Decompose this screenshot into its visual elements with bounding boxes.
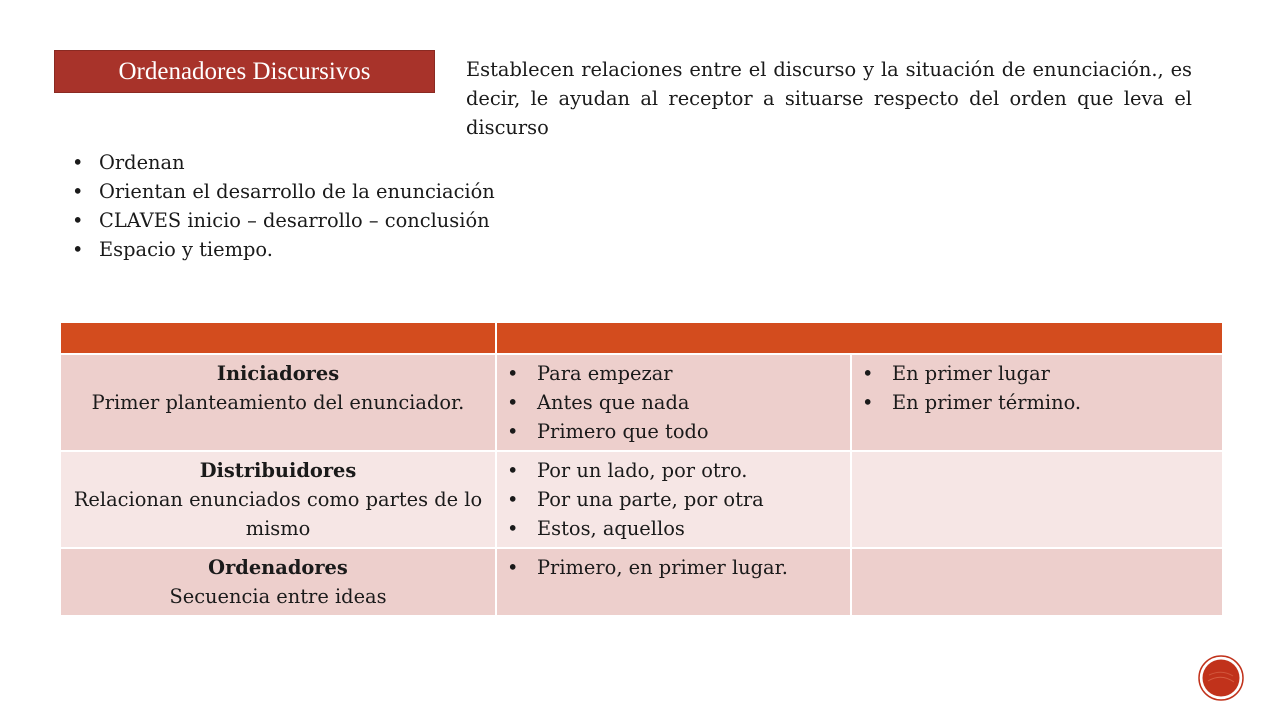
bullet-item: • CLAVES inicio – desarrollo – conclusión [72,206,495,235]
table-row [60,548,1223,616]
table-header-cell [496,322,1223,354]
example-item: • Para empezar [507,359,840,388]
example-item: • En primer término. [862,388,1212,417]
bullet-item: • Orientan el desarrollo de la enunciación [72,177,495,206]
category-name: Distribuidores [199,459,357,482]
bullet-item: • Ordenan [72,148,495,177]
examples-cell [496,548,851,616]
category-cell [60,354,496,451]
bullet-item: • Espacio y tiempo. [72,235,495,264]
table-header-row [60,322,1223,354]
examples-cell [851,354,1223,451]
circle-logo-icon [1198,655,1244,701]
example-item: • Primero que todo [507,417,840,446]
intro-paragraph: Establecen relaciones entre el discurso y la situación de enunciación., es decir, le ayudan al receptor a situarse respecto del orden que leva el discurso [466,58,1192,139]
example-item: • En primer lugar [862,359,1212,388]
slide-title: Ordenadores Discursivos [54,50,435,93]
example-item: • Por una parte, por otra [507,485,840,514]
category-description: Primer planteamiento del enunciador. [91,391,465,414]
examples-cell [496,451,851,548]
table-row [60,451,1223,548]
category-cell [60,451,496,548]
feature-bullet-list [72,148,495,264]
category-name: Iniciadores [216,362,340,385]
example-item: • Estos, aquellos [507,514,840,543]
example-item: • Primero, en primer lugar. [507,553,840,582]
category-description: Relacionan enunciados como partes de lo mismo [73,488,483,540]
example-item: • Por un lado, por otro. [507,456,840,485]
category-cell [60,548,496,616]
example-item: • Antes que nada [507,388,840,417]
examples-cell [496,354,851,451]
category-description: Secuencia entre ideas [169,585,387,608]
examples-cell [851,548,1223,616]
category-name: Ordenadores [208,556,348,579]
table-header-cell [60,322,496,354]
connectors-table [59,321,1224,617]
examples-cell [851,451,1223,548]
table-row [60,354,1223,451]
